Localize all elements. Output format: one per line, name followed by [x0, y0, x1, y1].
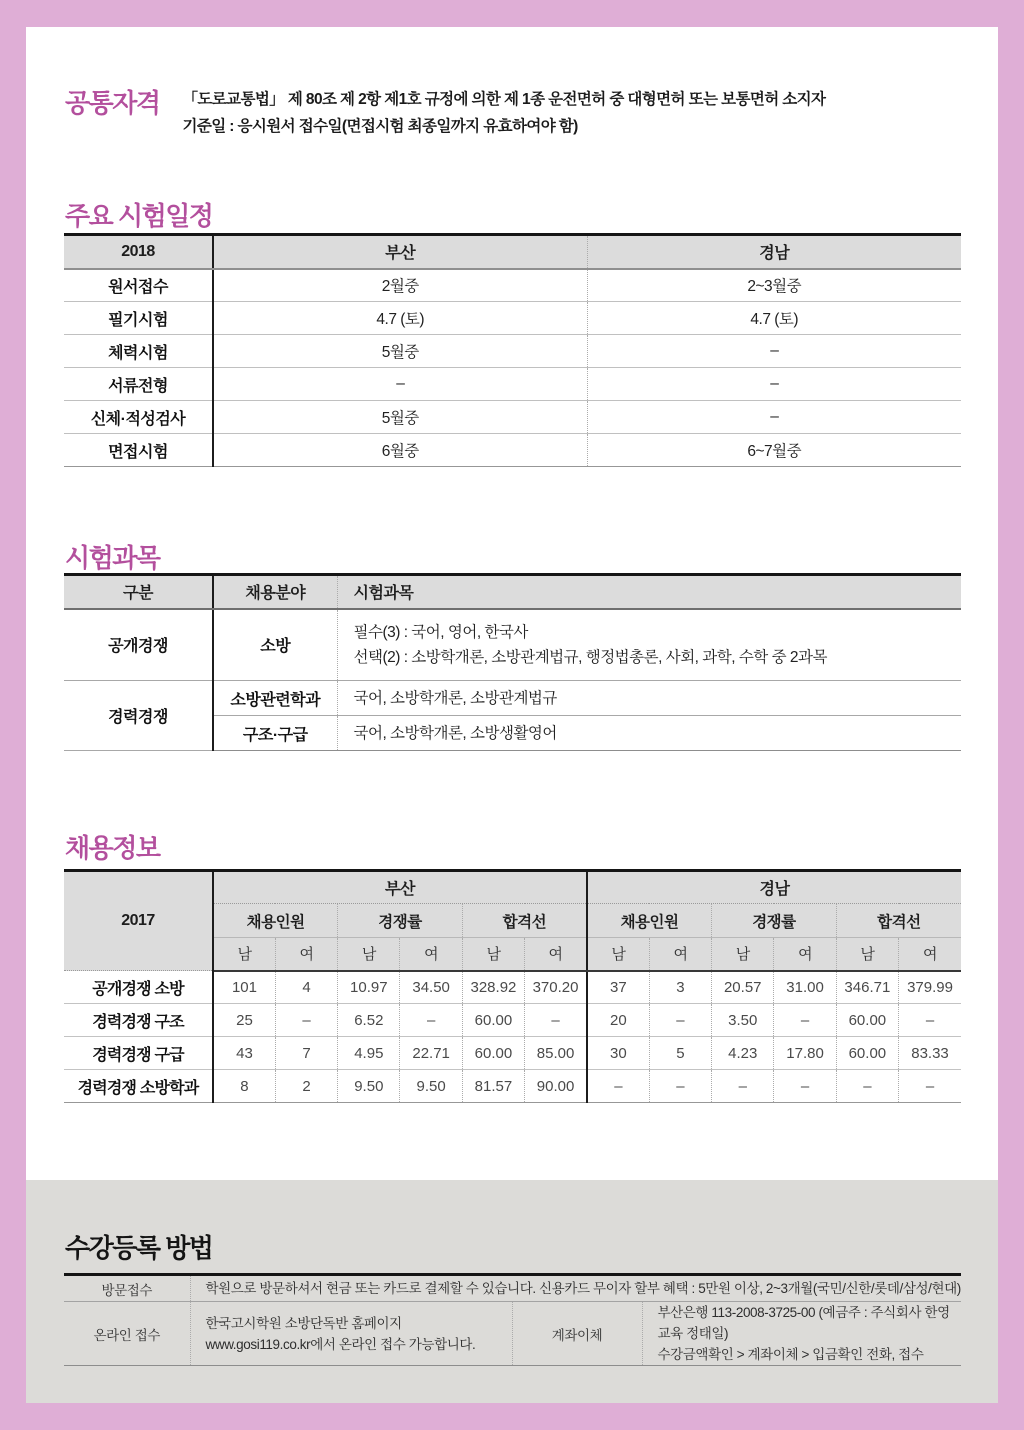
subjects-field-cell: 소방: [213, 609, 337, 681]
recruitment-row-label: 경력경쟁 구급: [64, 1037, 213, 1070]
recruit-cell: –: [899, 1070, 961, 1103]
recruit-cell: 34.50: [400, 971, 462, 1004]
gender-header: 여: [400, 938, 462, 971]
schedule-year-header: 2018: [64, 235, 213, 269]
recruit-cell: –: [587, 1070, 649, 1103]
schedule-busan-cell: –: [213, 368, 587, 401]
metric-header: 경쟁률: [338, 904, 463, 938]
recruitment-table: [64, 869, 961, 1103]
schedule-row-label: 원서접수: [64, 269, 213, 302]
recruit-cell: 9.50: [400, 1070, 462, 1103]
recruitment-row-label: 경력경쟁 소방학과: [64, 1070, 213, 1103]
visit-label: 방문접수: [64, 1275, 190, 1302]
transfer-account-line: 부산은행 113-2008-3725-00 (예금주 : 주식회사 한영교육 정태일): [657, 1305, 950, 1341]
subjects-required-line: 필수(3) : 국어, 영어, 한국사: [353, 623, 528, 641]
recruit-cell: –: [712, 1070, 774, 1103]
recruit-cell: –: [649, 1070, 711, 1103]
recruit-cell: 101: [213, 971, 275, 1004]
schedule-busan-cell: 2월중: [213, 269, 587, 302]
schedule-row-label: 필기시험: [64, 302, 213, 335]
subjects-category-cell: 공개경쟁: [64, 609, 213, 681]
recruit-cell: 9.50: [338, 1070, 400, 1103]
recruit-cell: 5: [649, 1037, 711, 1070]
schedule-busan-cell: 5월중: [213, 335, 587, 368]
subjects-field-header: 채용분야: [213, 575, 337, 609]
gender-header: 여: [649, 938, 711, 971]
recruit-cell: 90.00: [525, 1070, 587, 1103]
qualification-line-1: 「도로교통법」 제 80조 제 2항 제1호 규정에 의한 제 1종 운전면허 중 대형면허 또는 보통면허 소지자: [182, 91, 826, 108]
schedule-busan-header: 부산: [213, 235, 587, 269]
table-row: [64, 1004, 961, 1037]
registration-title: 수강등록 방법: [65, 1233, 213, 1263]
qualification-section: [65, 83, 825, 140]
gender-header: 여: [774, 938, 836, 971]
recruit-cell: 60.00: [836, 1037, 898, 1070]
subjects-field-cell: 구조·구급: [213, 716, 337, 751]
table-row: [64, 1302, 961, 1366]
gender-header: 남: [587, 938, 649, 971]
recruit-cell: –: [649, 1004, 711, 1037]
recruit-cell: –: [899, 1004, 961, 1037]
schedule-busan-cell: 6월중: [213, 434, 587, 467]
document-page: [26, 27, 998, 1403]
table-row: [64, 335, 961, 368]
subjects-elective-line: 선택(2) : 소방학개론, 소방관계법규, 행정법총론, 사회, 과학, 수학 중 2과목: [353, 648, 827, 666]
recruit-cell: –: [774, 1070, 836, 1103]
recruit-cell: 30: [587, 1037, 649, 1070]
subjects-content-cell: 국어, 소방학개론, 소방관계법규: [337, 681, 961, 716]
registration-table: [64, 1273, 961, 1366]
recruit-cell: 37: [587, 971, 649, 1004]
visit-text: 학원으로 방문하셔서 현금 또는 카드로 결제할 수 있습니다. 신용카드 무이자 할부 혜택 : 5만원 이상, 2~3개월(국민/신한/롯데/삼성/현대): [190, 1275, 961, 1302]
schedule-gyeongnam-header: 경남: [587, 235, 961, 269]
online-homepage-url: www.gosi119.co.kr에서 온라인 접수 가능합니다.: [205, 1336, 476, 1352]
recruit-cell: 10.97: [338, 971, 400, 1004]
recruit-cell: –: [836, 1070, 898, 1103]
schedule-table: [64, 233, 961, 467]
gender-header: 남: [712, 938, 774, 971]
recruit-cell: –: [400, 1004, 462, 1037]
recruit-cell: 6.52: [338, 1004, 400, 1037]
table-row: [64, 971, 961, 1004]
recruit-cell: 60.00: [462, 1004, 524, 1037]
qualification-title: 공통자격: [65, 88, 160, 118]
gender-header: 여: [525, 938, 587, 971]
recruit-cell: –: [275, 1004, 337, 1037]
recruit-cell: 22.71: [400, 1037, 462, 1070]
recruit-cell: 2: [275, 1070, 337, 1103]
online-label: 온라인 접수: [64, 1302, 190, 1366]
subjects-title: 시험과목: [65, 543, 160, 573]
schedule-gyeongnam-cell: 2~3월중: [587, 269, 961, 302]
table-row: [64, 1275, 961, 1302]
subjects-category-cell: 경력경쟁: [64, 681, 213, 751]
recruit-cell: 31.00: [774, 971, 836, 1004]
recruit-cell: 8: [213, 1070, 275, 1103]
table-row: [64, 609, 961, 681]
recruitment-title: 채용정보: [65, 833, 160, 863]
metric-header: 합격선: [462, 904, 587, 938]
table-row: [64, 401, 961, 434]
table-row: [64, 1037, 961, 1070]
recruit-cell: 43: [213, 1037, 275, 1070]
subjects-content-cell: [337, 609, 961, 681]
schedule-row-label: 서류전형: [64, 368, 213, 401]
recruitment-region-gyeongnam: 경남: [587, 871, 961, 904]
recruit-cell: 17.80: [774, 1037, 836, 1070]
recruit-cell: 328.92: [462, 971, 524, 1004]
transfer-process-line: 수강금액확인 > 계좌이체 > 입금확인 전화, 접수: [657, 1347, 924, 1362]
recruit-cell: 379.99: [899, 971, 961, 1004]
recruit-cell: 83.33: [899, 1037, 961, 1070]
subjects-subjects-header: 시험과목: [337, 575, 961, 609]
qualification-line-2: 기준일 : 응시원서 접수일(면접시험 최종일까지 유효하여야 함): [182, 118, 578, 135]
subjects-field-cell: 소방관련학과: [213, 681, 337, 716]
recruit-cell: 346.71: [836, 971, 898, 1004]
recruit-cell: 4: [275, 971, 337, 1004]
schedule-row-label: 면접시험: [64, 434, 213, 467]
table-row: [64, 269, 961, 302]
gender-header: 남: [338, 938, 400, 971]
recruit-cell: –: [525, 1004, 587, 1037]
gender-header: 남: [213, 938, 275, 971]
table-row: [64, 368, 961, 401]
recruit-cell: 370.20: [525, 971, 587, 1004]
recruit-cell: 3: [649, 971, 711, 1004]
recruit-cell: 4.95: [338, 1037, 400, 1070]
recruitment-year-header: 2017: [64, 871, 213, 971]
table-row: [64, 302, 961, 335]
transfer-text: [642, 1302, 961, 1366]
recruit-cell: 7: [275, 1037, 337, 1070]
gender-header: 여: [899, 938, 961, 971]
gender-header: 남: [462, 938, 524, 971]
schedule-gyeongnam-cell: 4.7 (토): [587, 302, 961, 335]
recruit-cell: 60.00: [462, 1037, 524, 1070]
gender-header: 남: [836, 938, 898, 971]
schedule-gyeongnam-cell: –: [587, 368, 961, 401]
transfer-label: 계좌이체: [512, 1302, 642, 1366]
schedule-header-row: [64, 235, 961, 269]
recruitment-region-row: [64, 871, 961, 904]
schedule-busan-cell: 5월중: [213, 401, 587, 434]
schedule-row-label: 체력시험: [64, 335, 213, 368]
recruitment-region-busan: 부산: [213, 871, 587, 904]
subjects-header-row: [64, 575, 961, 609]
metric-header: 합격선: [836, 904, 961, 938]
recruit-cell: 81.57: [462, 1070, 524, 1103]
schedule-gyeongnam-cell: –: [587, 401, 961, 434]
online-line-1: 한국고시학원 소방단독반 홈페이지: [205, 1315, 402, 1331]
recruit-cell: –: [774, 1004, 836, 1037]
recruit-cell: 20: [587, 1004, 649, 1037]
schedule-busan-cell: 4.7 (토): [213, 302, 587, 335]
schedule-title: 주요 시험일정: [65, 201, 213, 231]
recruit-cell: 60.00: [836, 1004, 898, 1037]
registration-section: [26, 1180, 998, 1403]
subjects-table: [64, 573, 961, 751]
schedule-row-label: 신체·적성검사: [64, 401, 213, 434]
qualification-text: [182, 86, 825, 140]
online-text: [190, 1302, 512, 1366]
table-row: [64, 434, 961, 467]
recruit-cell: 85.00: [525, 1037, 587, 1070]
metric-header: 채용인원: [587, 904, 712, 938]
recruit-cell: 20.57: [712, 971, 774, 1004]
metric-header: 채용인원: [213, 904, 338, 938]
recruit-cell: 25: [213, 1004, 275, 1037]
table-row: [64, 1070, 961, 1103]
subjects-category-header: 구분: [64, 575, 213, 609]
schedule-gyeongnam-cell: –: [587, 335, 961, 368]
recruit-cell: 4.23: [712, 1037, 774, 1070]
subjects-content-cell: 국어, 소방학개론, 소방생활영어: [337, 716, 961, 751]
metric-header: 경쟁률: [712, 904, 837, 938]
table-row: [64, 681, 961, 716]
recruitment-row-label: 경력경쟁 구조: [64, 1004, 213, 1037]
gender-header: 여: [275, 938, 337, 971]
recruitment-row-label: 공개경쟁 소방: [64, 971, 213, 1004]
schedule-gyeongnam-cell: 6~7월중: [587, 434, 961, 467]
recruit-cell: 3.50: [712, 1004, 774, 1037]
